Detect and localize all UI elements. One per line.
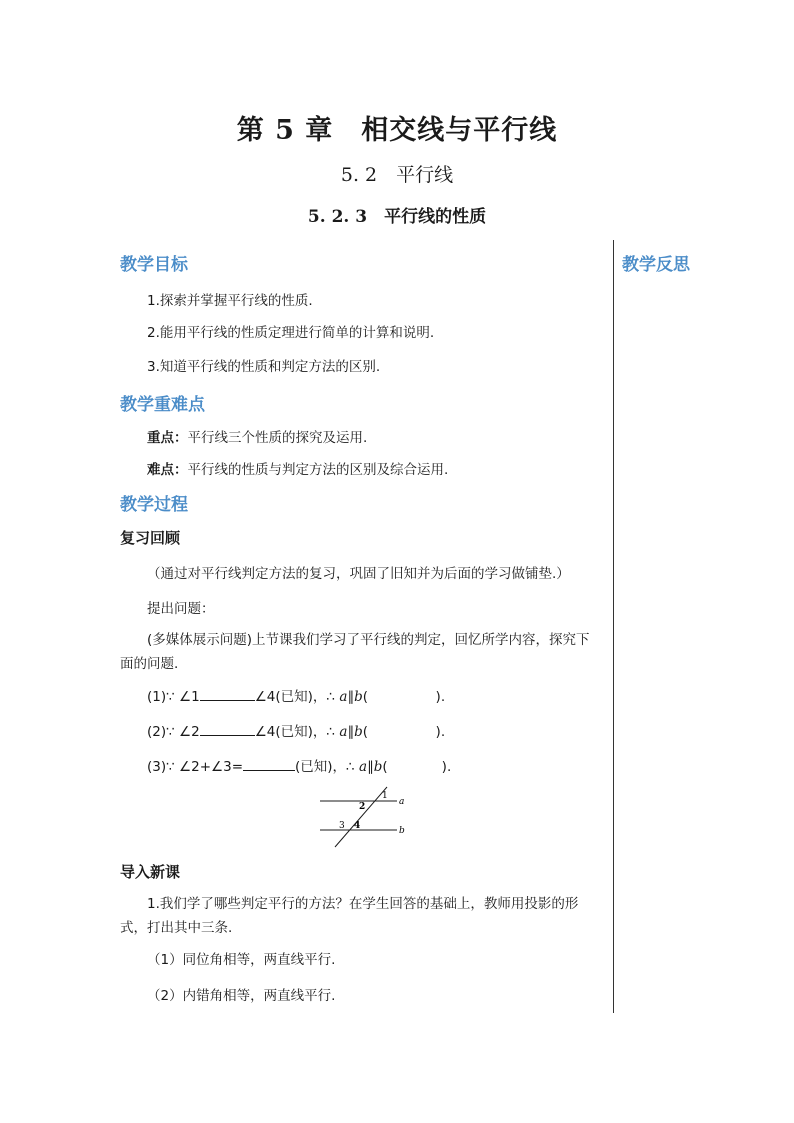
q1-b: b [354,689,363,705]
section-title: 5. 2 平行线 [340,164,454,186]
q2-end: ( ). [362,724,446,740]
difficulty-line [147,458,448,478]
new-lesson-heading: 导入新课 [120,863,181,881]
label-a: a [399,797,405,807]
q3-a: a [358,759,367,775]
key-point-line [147,426,367,446]
q3-mid: (已知)，∴ [295,759,359,775]
q3-b: b [373,759,383,775]
key-label: 重点： [147,430,188,446]
review-intro: (多媒体展示问题)上节课我们学习了平行线的判定，回忆所学内容，探究下面的问题. [120,632,590,672]
objective-item: 1.探索并掌握平行线的性质. [147,293,313,309]
label-1: 1 [382,791,388,801]
label-4: 4 [354,821,361,831]
q3-end: ( ). [382,759,452,775]
q1-end: ( ). [362,689,446,705]
transversal [335,787,387,847]
column-divider [613,240,614,1013]
key-text: 平行线三个性质的探究及运用. [187,430,368,446]
q3-prefix: (3)∵ ∠2+∠3= [147,759,244,775]
question-1 [147,685,445,705]
q2-prefix: (2)∵ ∠2 [147,724,200,740]
q1-parallel: ∥ [347,689,355,705]
q2-parallel: ∥ [347,724,355,740]
label-3: 3 [339,821,345,831]
objective-item: 2.能用平行线的性质定理进行简单的计算和说明. [147,325,435,341]
question-3 [147,755,451,775]
objective-item: 3.知道平行线的性质和判定方法的区别. [147,359,381,375]
q3-parallel: ∥ [367,759,374,775]
new-lesson-intro: 1.我们学了哪些判定平行的方法？在学生回答的基础上，教师用投影的形式，打出其中三条. [120,896,579,936]
parallel-lines-figure [315,785,415,850]
reflection-heading: 教学反思 [622,255,690,275]
q2-blank[interactable] [200,722,255,736]
q1-prefix: (1)∵ ∠1 [147,689,200,705]
question-2 [147,720,445,740]
label-2: 2 [359,802,366,812]
chapter-title: 第 5 章 相交线与平行线 [236,115,558,146]
method-item-2: （2）内错角相等，两直线平行. [147,988,336,1004]
method-item-1: （1）同位角相等，两直线平行. [147,952,336,968]
q2-mid: ∠4(已知)，∴ [254,724,340,740]
review-note: （通过对平行线判定方法的复习，巩固了旧知并为后面的学习做铺垫.） [147,566,570,582]
subsection-title: 5. 2. 3 平行线的性质 [307,207,487,227]
review-prompt: 提出问题： [147,601,215,617]
q1-blank[interactable] [200,687,255,701]
q1-a: a [339,689,348,705]
key-points-heading: 教学重难点 [120,395,205,415]
process-heading: 教学过程 [120,495,188,515]
difficulty-text: 平行线的性质与判定方法的区别及综合运用. [187,462,449,478]
difficulty-label: 难点： [147,462,188,478]
objectives-heading: 教学目标 [120,255,188,275]
q3-blank[interactable] [243,757,295,771]
q2-a: a [339,724,348,740]
review-heading: 复习回顾 [120,529,181,547]
q2-b: b [354,724,363,740]
label-b: b [399,826,405,836]
q1-mid: ∠4(已知)，∴ [254,689,340,705]
